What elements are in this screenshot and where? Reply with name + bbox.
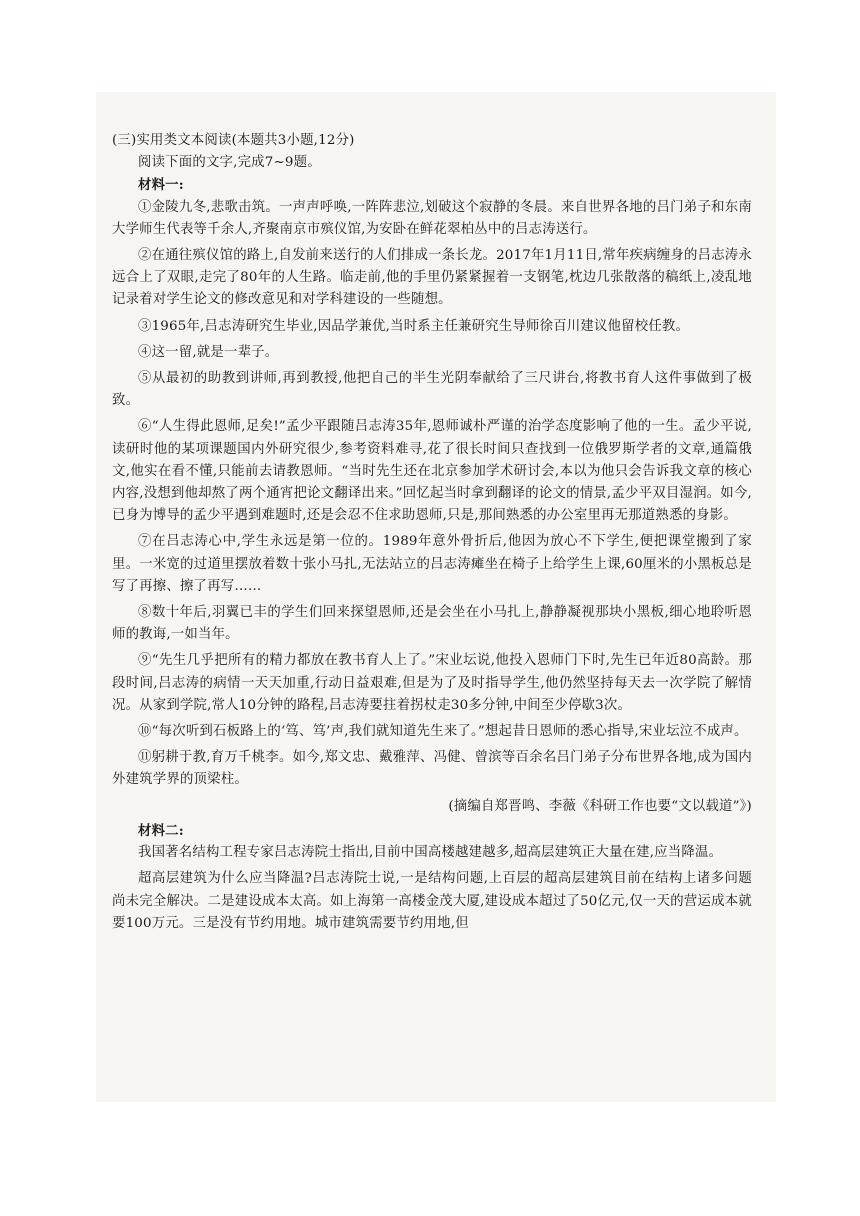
reading-passage <box>112 130 752 939</box>
paragraph: ⑪躬耕于教,育万千桃李。如今,郑文忠、戴雅萍、冯健、曾滨等百余名吕门弟子分布世界各地,成为国内外建筑学界的顶梁柱。 <box>112 750 752 788</box>
scanned-exam-page <box>96 92 776 1102</box>
paragraph: ④这一留,就是一辈子。 <box>138 344 279 360</box>
section-title: (三)实用类文本阅读(本题共3小题,12分) <box>112 133 355 148</box>
paragraph: ⑤从最初的助教到讲师,再到教授,他把自己的半生光阴奉献给了三尺讲台,将教书育人这件事做到了极致。 <box>112 371 752 409</box>
paragraph: ⑨“先生几乎把所有的精力都放在教书育人上了。”宋业坛说,他投入恩师门下时,先生已年近80高龄。那段时间,吕志涛的病情一天天加重,行动日益艰难,但是为了及时指导学生,他仍然坚持每天去一次学院了解情况。从家到学院,常人10分钟的路程,吕志涛要拄着拐杖走30多分钟,中间至少停歇3次。 <box>112 653 752 713</box>
paragraph: ⑧数十年后,羽翼已丰的学生们回来探望恩师,还是会坐在小马扎上,静静凝视那块小黑板,细心地聆听恩师的教诲,一如当年。 <box>112 605 752 643</box>
material-2-heading: 材料二: <box>138 822 184 839</box>
paragraph: ①金陵九冬,悲歌击筑。一声声呼唤,一阵阵悲泣,划破这个寂静的冬晨。来自世界各地的吕门弟子和东南大学师生代表等千余人,齐聚南京市殡仪馆,为安卧在鲜花翠柏丛中的吕志涛送行。 <box>112 199 752 237</box>
paragraph: ⑥“人生得此恩师,足矣!”孟少平跟随吕志涛35年,恩师诚朴严谨的治学态度影响了他的一生。孟少平说,读研时他的某项课题国内外研究很少,参考资料难寻,花了很长时间只查找到一位俄罗斯学者的文章,通篇俄文,他实在看不懂,只能前去请教恩师。“当时先生还在北京参加学术研讨会,本以为他只会告诉我文章的核心内容,没想到他却熬了两个通宵把论文翻译出来。”回忆起当时拿到翻译的论文的情景,孟少平双目湿润。如今,已身为博导的孟少平遇到难题时,还是会忍不住求助恩师,只是,那间熟悉的办公室里再无那道熟悉的身影。 <box>112 419 752 524</box>
paragraph: 超高层建筑为什么应当降温?吕志涛院士说,一是结构问题,上百层的超高层建筑目前在结构上诸多问题尚未完全解决。二是建设成本太高。如上海第一高楼金茂大厦,建设成本超过了50亿元,仅一天的营运成本就要100万元。三是没有节约用地。城市建筑需要节约用地,但 <box>112 871 752 931</box>
material-1-heading: 材料一: <box>138 177 184 194</box>
paragraph: ⑩“每次听到石板路上的‘笃、笃’声,我们就知道先生来了。”想起昔日恩师的悉心指导,宋业坛泣不成声。 <box>138 724 748 740</box>
instruction: 阅读下面的文字,完成7~9题。 <box>138 155 321 171</box>
paragraph: ⑦在吕志涛心中,学生永远是第一位的。1989年意外骨折后,他因为放心不下学生,便把课堂搬到了家里。一米宽的过道里摆放着数十张小马扎,无法站立的吕志涛瘫坐在椅子上给学生上课,60厘米的小黑板总是写了再擦、擦了再写…… <box>112 534 752 594</box>
paragraph: ②在通往殡仪馆的路上,自发前来送行的人们排成一条长龙。2017年1月11日,常年疾病缠身的吕志涛永远合上了双眼,走完了80年的人生路。临走前,他的手里仍紧紧握着一支钢笔,枕边几张散落的稿纸上,凌乱地记录着对学生论文的修改意见和对学科建设的一些随想。 <box>112 248 752 308</box>
paragraph: ③1965年,吕志涛研究生毕业,因品学兼优,当时系主任兼研究生导师徐百川建议他留校任教。 <box>138 318 690 334</box>
paragraph: 我国著名结构工程专家吕志涛院士指出,目前中国高楼越建越多,超高层建筑正大量在建,应当降温。 <box>138 845 723 861</box>
source-citation: (摘编自郑晋鸣、李薇《科研工作也要“文以载道”》) <box>448 798 752 814</box>
